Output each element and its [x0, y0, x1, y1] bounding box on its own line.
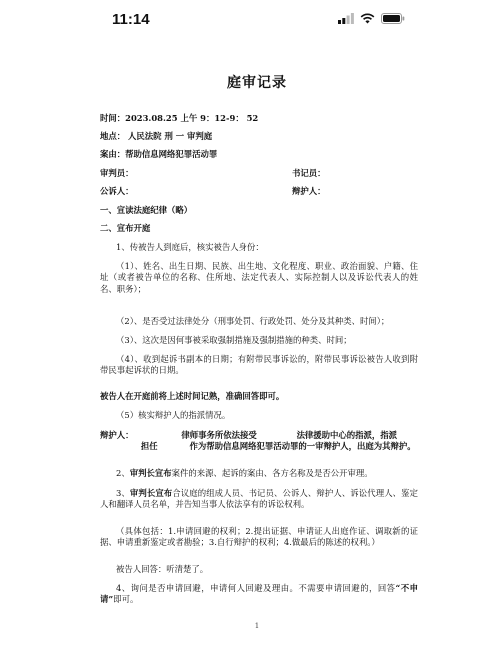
- judge-label: 审判员：: [100, 168, 134, 178]
- item-3-rest: 合议庭的组成人员、书记员、公诉人、辩护人、诉讼代理人、鉴定人和翻译人员名单，并告知当事人依法享有的诉讼权利。: [100, 488, 418, 510]
- item-1-2: （2）、是否受过法律处分（刑事处罚、行政处罚、处分及其种类、时间）；: [116, 316, 390, 326]
- hearing-time: 时间：2023.08.25 上午 9：12-9： 52: [100, 113, 259, 123]
- item-3-prefix: 3、: [116, 488, 130, 498]
- defender-statement-part3: 担任: [140, 441, 158, 452]
- defendant-answer: 被告人回答：听清楚了。: [116, 564, 209, 574]
- status-bar: [0, 0, 500, 40]
- defender-statement-part4: 作为帮助信息网络犯罪活动罪的一审辩护人，出庭为其辩护。: [189, 441, 416, 452]
- item-4-quote: “不申请”: [100, 583, 418, 605]
- rights-list: （具体包括：1.申请回避的权利；2.提出证据、申请证人出庭作证、调取新的证据、申请重新鉴定或者勘验；3.自行辩护的权利；4.做最后的陈述的权利。）: [100, 526, 418, 548]
- bold-note: 被告人在开庭前将上述时间记熟，准确回答即可。: [100, 391, 285, 401]
- wifi-icon: [360, 13, 375, 24]
- item-1-5: （5）核实辩护人的指派情况。: [116, 410, 231, 420]
- item-4-end: 即可。: [113, 594, 139, 605]
- defender-label: 辩护人：: [292, 186, 326, 196]
- item-2-bold: 审判长宣布: [129, 468, 172, 478]
- item-1: 1、传被告人到庭后，核实被告人身份：: [116, 242, 264, 252]
- item-3-bold: 审判长宣布: [129, 488, 173, 498]
- page-number: 1: [254, 622, 260, 630]
- section-heading-2: 二、宣布开庭: [100, 223, 151, 233]
- item-3: [100, 488, 418, 511]
- item-4: [100, 583, 418, 606]
- defender-statement-part2: 法律援助中心的指派，指派: [296, 430, 398, 440]
- item-2-rest: 案件的来源、起诉的案由、各方名称及是否公开审理。: [171, 468, 373, 478]
- defender-statement: [100, 430, 418, 453]
- section-heading-1: 一、宣读法庭纪律（略）: [100, 205, 193, 215]
- item-1-1: （1）、姓名、出生日期、民族、出生地、文化程度、职业、政治面貌、户籍、住址（或者被告单位的名称、住所地、法定代表人、实际控制人以及诉讼代表人的姓名、职务）；: [100, 261, 418, 294]
- item-2-prefix: 2、: [116, 468, 130, 478]
- item-1-4: （4）、收到起诉书副本的日期；有附带民事诉讼的，附带民事诉讼被告人收到附带民事起诉状的日期。: [100, 354, 418, 376]
- signal-icon: [338, 13, 354, 24]
- battery-icon: [381, 13, 405, 24]
- case-cause: 案由：帮助信息网络犯罪活动罪: [100, 149, 218, 159]
- defender-statement-part1: 律师事务所依法接受: [181, 430, 257, 440]
- status-time: 11:14: [112, 11, 150, 28]
- prosecutor-label: 公诉人：: [100, 186, 134, 196]
- item-2: [100, 468, 418, 479]
- item-1-3: （3）、这次是因何事被采取强制措施及强制措施的种类、时间；: [116, 335, 352, 345]
- clerk-label: 书记员：: [292, 168, 326, 178]
- hearing-location: 地点： 人民法院 刑 一 审判庭: [100, 131, 213, 141]
- defender-statement-label: 辩护人：: [100, 430, 134, 440]
- item-4-text: 4、询问是否申请回避，申请何人回避及理由。不需要申请回避的，回答: [116, 583, 396, 593]
- status-icons: [338, 13, 405, 24]
- document-title: 庭审记录: [227, 75, 287, 91]
